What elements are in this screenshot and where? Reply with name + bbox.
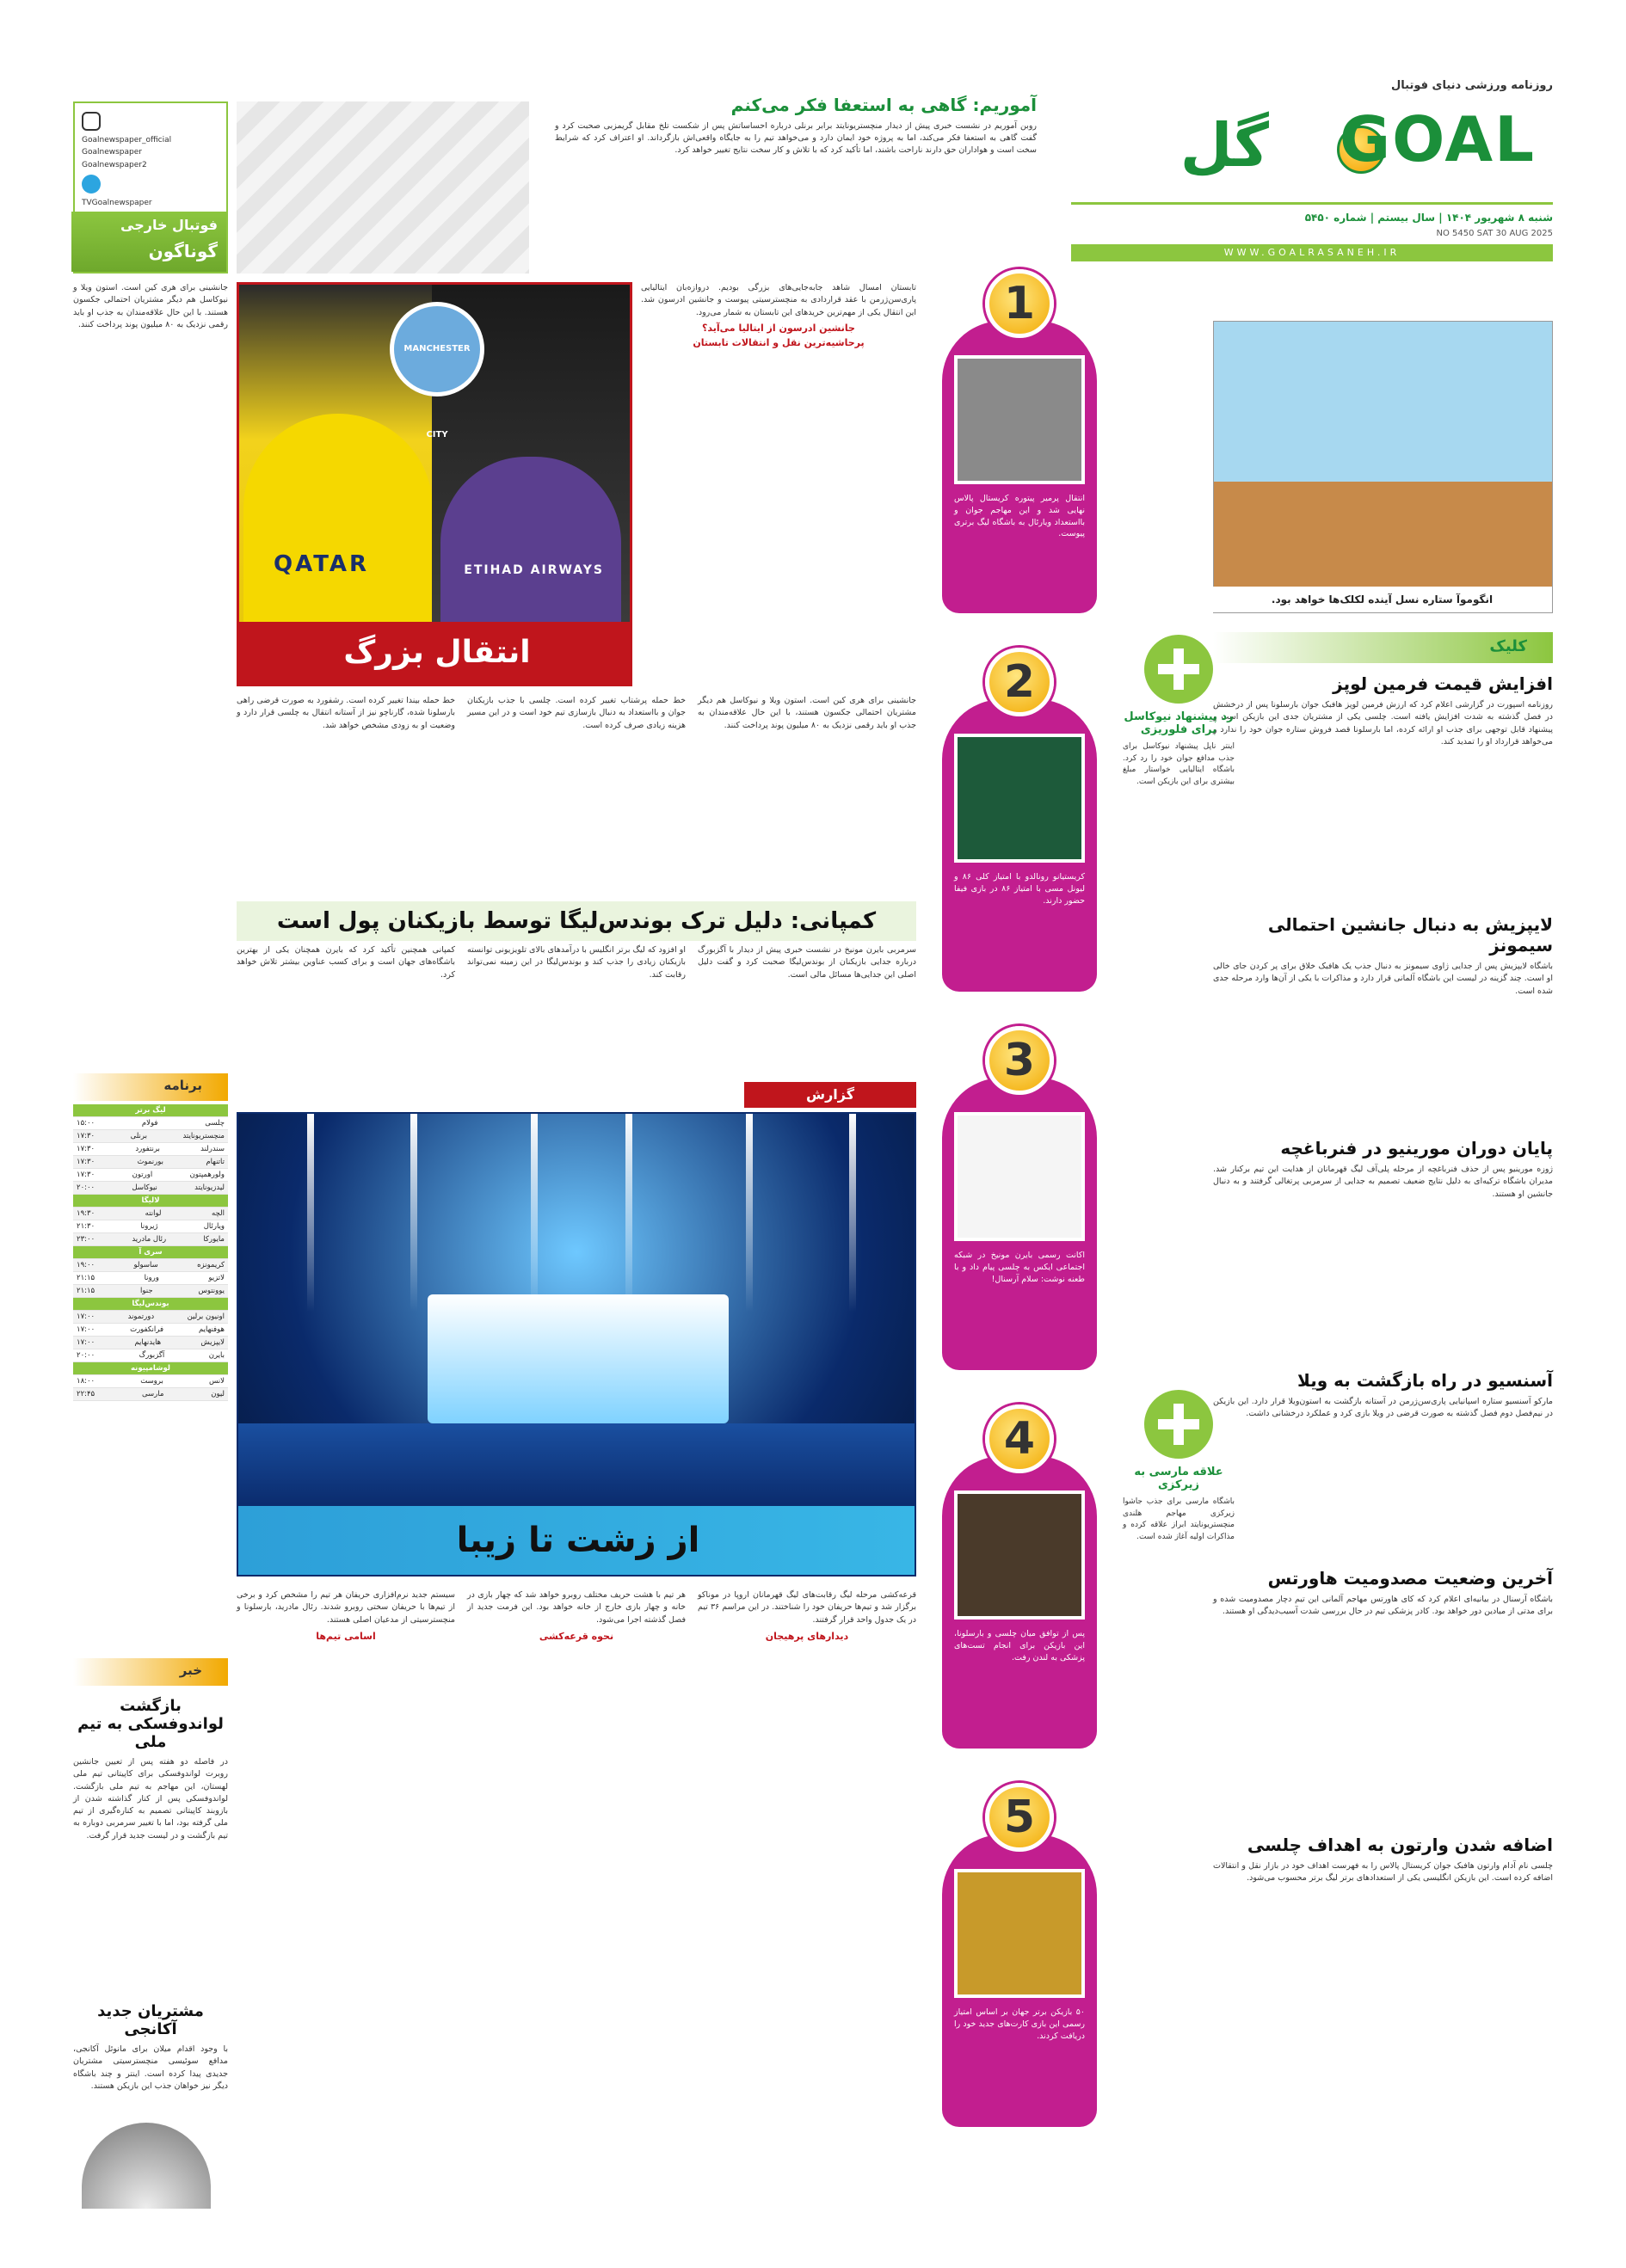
sponsor-text: QATAR <box>274 551 370 577</box>
program-match <box>73 1182 228 1195</box>
photo-title: از زشت تا زیبا <box>238 1506 916 1575</box>
match-away: جنوا <box>140 1287 153 1295</box>
subheading: اسامی تیم‌ها <box>316 1630 376 1642</box>
match-home: منچستریونایتد <box>182 1132 225 1140</box>
column-text: هر تیم با هشت حریف مختلف روبرو خواهد شد که چهار بازی در خانه و چهار بازی خارج از خانه خواهد بود. این فرمت جدید از فصل گذشته اجرا می‌شود. <box>467 1590 686 1625</box>
timeline-item <box>925 648 1114 1026</box>
program-league <box>73 1246 228 1259</box>
click-section-header <box>1213 632 1553 663</box>
timeline-text: اکانت رسمی بایرن مونیخ در شبکه اجتماعی ایکس به چلسی پیام داد و با طعنه نوشت: سلام آرسنال! <box>954 1251 1085 1284</box>
match-home: لیون <box>211 1390 225 1398</box>
mini-title: علاقه مارسی به زیرکزی <box>1134 1466 1223 1491</box>
masthead <box>1071 79 1553 308</box>
match-time: ۱۷:۰۰ <box>77 1338 95 1347</box>
timeline-item <box>925 269 1114 648</box>
timeline-panel <box>942 699 1097 992</box>
article-columns <box>237 695 916 732</box>
article <box>1213 1370 1553 1421</box>
article <box>73 2002 228 2093</box>
match-home: هوفنهایم <box>198 1325 225 1334</box>
article <box>73 1697 228 1842</box>
article-amorim-body: روبن آموریم در نشست خبری پیش از دیدار منچستریونایتد برابر برنلی درباره احساساتش پس از شکست تلخ مقابل گریمزبی صحبت کرد و گفت گاهی به استعفا فکر می‌کند، اما به پروژه خود ایمان دارد و می‌خواهد تیم را به جایگاه واقعی‌اش بازگرداند. او اعتراف کرد که شرایط سخت است و هواداران حق دارند ناراحت باشند، اما تأکید کرد که با تلاش و کار سخت نتایج تغییر خواهد کرد. <box>555 121 1037 155</box>
timeline-item <box>925 1026 1114 1404</box>
plus-icon <box>1144 1390 1213 1459</box>
light-beam <box>531 1114 538 1312</box>
header-strip <box>237 95 1037 282</box>
telegram-icon <box>82 175 101 194</box>
article-title: بازگشت لواندوفسکی به تیم ملی <box>77 1697 224 1751</box>
match-time: ۱۹:۰۰ <box>77 1261 95 1269</box>
report-tag: گزارش <box>744 1082 916 1108</box>
article-body: تابستان امسال شاهد جابه‌جایی‌های بزرگی بودیم. دروازه‌بان ایتالیایی پاری‌سن‌ژرمن با عقد قراردادی به منچسترسیتی پیوست و جانشین ادرسون شد. این انتقال یکی از مهم‌ترین خریدهای این تابستان به شمار می‌رود. <box>641 283 916 317</box>
timeline-text: ۵۰ بازیکن برتر جهان بر اساس امتیاز رسمی این بازی کارت‌های جدید خود را دریافت کردند. <box>954 2007 1085 2041</box>
article-title: مشتریان جدید آکانجی <box>97 2002 204 2038</box>
number-badge: 5 <box>985 1783 1054 1852</box>
column-text: خط حمله بیندا تغییر کرده است. رشفورد به صورت قرضی راهی بارسلونا شده، گارناچو نیز از آستانه انتقال به چلسی قرار دارد و وضعیت او به زودی مشخص خواهد شد. <box>237 696 455 730</box>
match-time: ۱۷:۳۰ <box>77 1158 95 1166</box>
program-match <box>73 1324 228 1337</box>
match-away: لوانته <box>145 1209 162 1218</box>
timeline-text: پس از توافق میان چلسی و بارسلونا، این بازیکن برای انجام تست‌های پزشکی به لندن رفت. <box>954 1629 1085 1663</box>
match-time: ۱۷:۳۰ <box>77 1145 95 1153</box>
timeline-item <box>925 1783 1114 2161</box>
plus-icon <box>1144 635 1213 704</box>
program-label: برنامه <box>163 1078 202 1093</box>
article-body: باشگاه لایپزیش پس از جدایی ژاوی سیمونز به دنبال جذب یک هافبک خلاق برای پر کردن جای خالی او است. چند گزینه در لیست این باشگاه آلمانی قرار دارد و مذاکرات با یکی از آن‌ها وارد مرحله جدی شده است. <box>1213 962 1553 996</box>
match-away: دورتموند <box>127 1312 155 1321</box>
match-time: ۱۸:۰۰ <box>77 1377 95 1386</box>
league-name: سری آ <box>139 1248 163 1257</box>
subheading: جانشین ادرسون از ایتالیا می‌آید؟ <box>702 322 855 334</box>
match-away: رئال مادرید <box>132 1235 167 1244</box>
match-away: برنتفورد <box>135 1145 160 1153</box>
section-label-line1: فوتبال خارجی <box>120 217 218 233</box>
stage-screen <box>428 1294 729 1423</box>
sponsor-text: ETIHAD AIRWAYS <box>464 563 604 577</box>
left-column <box>73 282 228 2209</box>
program-match <box>73 1130 228 1143</box>
match-away: اورتون <box>132 1171 153 1179</box>
handle[interactable]: Goalnewspaper2 <box>82 160 147 169</box>
match-time: ۱۷:۳۰ <box>77 1171 95 1179</box>
match-home: ویارئال <box>203 1222 225 1231</box>
match-away: نیوکاسل <box>132 1183 157 1192</box>
match-home: کریمونزه <box>197 1261 225 1269</box>
match-time: ۲۳:۰۰ <box>77 1235 95 1244</box>
program-match <box>73 1349 228 1362</box>
headline-amorim: آموریم: گاهی به استعفا فکر می‌کنم <box>730 95 1037 115</box>
section-label <box>71 212 226 272</box>
ucl-draw-photo <box>237 1112 916 1577</box>
section-label-line2: گوناگون <box>148 241 218 261</box>
match-time: ۲۱:۱۵ <box>77 1287 95 1295</box>
program-match <box>73 1169 228 1182</box>
column-text: سیستم جدید نرم‌افزاری حریفان هر تیم را مشخص کرد و برخی از تیم‌ها با حریفان سختی روبرو شدند. رئال مادرید، بارسلونا و منچسترسیتی از مدعیان اصلی هستند. <box>237 1590 455 1625</box>
fifa-card-photo <box>954 734 1085 863</box>
column-text: کمپانی همچنین تأکید کرد که بایرن همچنان یکی از بهترین باشگاه‌های جهان است و برای کسب عناوین بیشتر تلاش خواهد کرد. <box>237 945 455 980</box>
match-home: تاتنهام <box>206 1158 225 1166</box>
cartoon-image <box>1213 321 1553 613</box>
article-body: باشگاه آرسنال در بیانیه‌ای اعلام کرد که کای هاورتس مهاجم آلمانی این تیم دچار مصدومیت شده و برای مدتی از میادین دور خواهد بود. کادر پزشکی تیم در حال بررسی شدت آسیب‌دیدگی او هستند. <box>1213 1595 1553 1617</box>
subheading: دیدارهای پرهیجان <box>765 1630 849 1642</box>
column-text: جانشینی برای هری کین است. استون ویلا و نیوکاسل هم دیگر مشتریان احتمالی جکسون هستند، با این حال علاقه‌مندان به جذب او باید رقمی نزدیک به ۸۰ میلیون پوند پرداخت کنند. <box>698 696 916 730</box>
newspaper-page <box>73 79 1553 2204</box>
article-body: چلسی نام آدام وارتون هافبک جوان کریستال پالاس را به فهرست اهداف خود در بازار نقل و انتقالات اضافه کرده است. این بازیکن انگلیسی یکی از استعدادهای برتر لیگ برتر محسوب می‌شود. <box>1213 1861 1553 1884</box>
column <box>237 1589 455 1647</box>
player-photo <box>954 1490 1085 1620</box>
number-badge: 4 <box>985 1404 1054 1473</box>
league-name: لیگ برتر <box>135 1106 166 1115</box>
football-image <box>82 2123 211 2209</box>
article <box>1213 914 1553 998</box>
article-body: در فاصله دو هفته پس از تعیین جانشین روبرت لواندوفسکی برای کاپیتانی تیم ملی لهستان، این مهاجم به تیم ملی بازگشت. لواندوفسکی پس از کنار گذاشته شدن از بازوبند کاپیتانی تصمیم به کناره‌گیری از تیم ملی گرفته بود، اما با تغییر سرمربی دوباره به تیم بازگشت و در لیست جدید قرار گرفت. <box>73 1757 228 1841</box>
column <box>698 1589 916 1647</box>
headline-kompany: کمپانی: دلیل ترک بوندس‌لیگا توسط بازیکنان پول است <box>237 901 916 941</box>
program-league <box>73 1298 228 1311</box>
match-away: ساسولو <box>133 1261 158 1269</box>
timeline-panel <box>942 1835 1097 2127</box>
light-beam <box>746 1114 753 1312</box>
mini-column <box>1123 635 1235 2183</box>
program-match <box>73 1259 228 1272</box>
yellow-shirt <box>243 414 433 629</box>
timeline-panel <box>942 1456 1097 1749</box>
right-column <box>1213 321 1553 2204</box>
article <box>1213 673 1553 748</box>
program-league <box>73 1195 228 1208</box>
match-home: سندرلند <box>200 1145 225 1153</box>
program-match <box>73 1117 228 1130</box>
timeline-text: کریستیانو رونالدو با امتیاز کلی ۸۶ و لیونل مسی با امتیاز ۸۶ در بازی فیفا حضور دارند. <box>954 872 1085 906</box>
program-header <box>73 1073 228 1101</box>
section-band <box>73 101 228 274</box>
match-home: اونیون برلین <box>187 1312 225 1321</box>
match-away: فولام <box>141 1119 158 1128</box>
match-time: ۲۲:۴۵ <box>77 1390 95 1398</box>
tagline: روزنامه ورزشی دنیای فوتبال <box>1391 79 1553 92</box>
light-beam <box>307 1114 314 1312</box>
match-away: برنلی <box>130 1132 147 1140</box>
website-url[interactable]: WWW.GOALRASANEH.IR <box>1071 244 1553 261</box>
social-handles <box>82 112 176 210</box>
match-time: ۱۷:۰۰ <box>77 1325 95 1334</box>
right-article <box>641 282 916 352</box>
league-name: بوندس‌لیگا <box>132 1300 169 1308</box>
issue-line: شنبه ۸ شهریور ۱۴۰۴ | سال بیستم | شماره ۵۴۵۰ <box>1304 212 1553 224</box>
program-league <box>73 1362 228 1375</box>
match-away: فرانکفورت <box>130 1325 164 1334</box>
light-beam <box>849 1114 856 1312</box>
program-match <box>73 1143 228 1156</box>
league-name: لوشامپیونه <box>131 1364 170 1373</box>
article-body: ماركو آسنسيو ستاره اسپانیایی پاری‌سن‌ژرمن در آستانه بازگشت به استون‌ویلا قرار دارد. این بازیکن در نیم‌فصل دوم فصل گذشته به صورت قرضی در ویلا بازی کرد و عملکرد درخشانی داشت. <box>1213 1397 1553 1419</box>
mini-body: اینتر ناپل پیشنهاد نیوکاسل برای جذب مدافع جوان خود را رد کرد. باشگاه ایتالیایی خواستار مبلغ بیشتری برای این بازیکن است. <box>1123 742 1235 786</box>
column <box>467 1589 686 1647</box>
match-time: ۲۱:۳۰ <box>77 1222 95 1231</box>
program-match <box>73 1337 228 1349</box>
article <box>1213 1835 1553 1885</box>
main-content <box>237 282 916 2209</box>
program-match <box>73 1311 228 1324</box>
club-crest: MANCHESTER CITY <box>390 302 484 396</box>
article <box>1213 1138 1553 1201</box>
program-match <box>73 1375 228 1388</box>
kompany-columns <box>237 944 916 981</box>
match-home: لاتزیو <box>208 1274 225 1282</box>
match-away: آگزبورگ <box>139 1351 165 1360</box>
cartoon-caption: انگوموآ ستاره نسل آینده لکلک‌ها خواهد بود. <box>1212 587 1552 612</box>
light-beam <box>410 1114 417 1312</box>
logo-fa: گل <box>1179 110 1269 181</box>
article-body: ژوزه مورینیو پس از حذف فنرباغچه از مرحله پلی‌آف لیگ قهرمانان از هدایت این تیم برکنار شد. مدیران باشگاه ترکیه‌ای به دلیل نتایج ضعیف تصمیم به جدایی از سرمربی پرتغالی گرفتند و به دنبال جانشین او هستند. <box>1213 1165 1553 1199</box>
purple-shirt <box>440 457 621 629</box>
logo-box <box>1071 101 1553 205</box>
article-title: لایپزیش به دنبال جانشین احتمالی سیمونز <box>1267 914 1553 956</box>
mini-title: رد پیشنهاد نیوکاسل برای فلوریزی <box>1124 710 1234 736</box>
program-match <box>73 1156 228 1169</box>
column-text: او افزود که لیگ برتر انگلیس با درآمدهای بالای تلویزیونی توانسته بازیکنان زیادی را جذب کند و بوندس‌لیگا در این زمینه نمی‌تواند رقابت کند. <box>467 945 686 980</box>
program-match <box>73 1272 228 1285</box>
match-home: بایرن <box>208 1351 225 1360</box>
match-time: ۱۷:۰۰ <box>77 1312 95 1321</box>
match-away: بورنموث <box>137 1158 164 1166</box>
mini-body: باشگاه مارسی برای جذب جاشوا زیرکزی مهاجم هلندی منچستریونایتد ابراز علاقه کرده و مذاکرات اولیه آغاز شده است. <box>1123 1497 1235 1541</box>
program-match <box>73 1285 228 1298</box>
stage-floor <box>238 1423 916 1509</box>
light-beam <box>625 1114 632 1312</box>
match-time: ۱۷:۳۰ <box>77 1132 95 1140</box>
match-home: الچه <box>212 1209 225 1218</box>
column-text: خط حمله پرشتاب تغییر کرده است. چلسی با جذب بازیکنان جوان و بااستعداد به دنبال بازسازی تیم خود است و در این مسیر هزینه زیادی صرف کرده است. <box>467 696 686 730</box>
logo-en: GOAL <box>1340 103 1536 175</box>
article-title: اضافه شدن وارتون به اهداف چلسی <box>1247 1835 1553 1855</box>
match-time: ۱۵:۰۰ <box>77 1119 95 1128</box>
subheading: پرحاشیه‌ترین نقل و انتقالات تابستان <box>693 336 865 348</box>
match-time: ۱۹:۳۰ <box>77 1209 95 1218</box>
tweet-screenshot <box>954 1112 1085 1241</box>
news-label: خبر <box>179 1663 202 1678</box>
program-match <box>73 1220 228 1233</box>
feature-photo <box>237 282 632 686</box>
match-away: ورونا <box>144 1274 159 1282</box>
match-home: لانس <box>208 1377 225 1386</box>
program-match <box>73 1388 228 1401</box>
match-home: لایپزیش <box>200 1338 225 1347</box>
handle[interactable]: TVGoalnewspaper <box>82 199 152 208</box>
timeline-text: انتقال پرمیر پیتوره کریستال پالاس نهایی شد و این مهاجم جوان و بااستعداد ویارئال به باشگاه لیگ برتری پیوست. <box>954 494 1085 539</box>
article-title: آسنسیو در راه بازگشت به ویلا <box>1297 1370 1553 1391</box>
timeline-item <box>925 1404 1114 1783</box>
match-home: لیدزیونایتد <box>194 1183 225 1192</box>
match-away: هایدنهایم <box>134 1338 162 1347</box>
match-home: مایورکا <box>203 1235 225 1244</box>
bottom-columns <box>237 1589 916 1647</box>
match-away: ژیرونا <box>140 1222 158 1231</box>
click-label: کلیک <box>1489 637 1527 655</box>
program-league <box>73 1104 228 1117</box>
article-body: با وجود اقدام میلان برای مانوئل آکانجی، مدافع سوئیسی منچسترسیتی مشتریان جدیدی پیدا کرده است. اینتر و چند باشگاه دیگر نیز خواهان جذب این بازیکن هستند. <box>73 2044 228 2091</box>
match-time: ۲۰:۰۰ <box>77 1183 95 1192</box>
league-name: لالیگا <box>141 1196 160 1205</box>
handle[interactable]: Goalnewspaper <box>82 148 142 157</box>
column-text: سرمربی بایرن مونیخ در نشست خبری پیش از دیدار با آگزبورگ درباره جدایی بازیکنان از بوندس‌لیگا صحبت کرد و گفت دلیل اصلی این جدایی‌ها مسائل مالی است. <box>698 945 916 980</box>
article-body: روزنامه اسپورت در گزارشی اعلام کرد که ارزش فرمین لوپز هافبک جوان بارسلونا پس از درخشش در فصل گذشته به شدت افزایش یافته است. چلسی یکی از مشتریان جدی این بازیکن است و پیشنهاد قابل توجهی برای جذب او ارائه کرده، اما بارسلونا قصد فروش ستاره جوان خود را ندارد و می‌خواهد قرارداد او را تمدید کند. <box>1213 700 1553 747</box>
timeline-panel <box>942 1078 1097 1370</box>
decorative-chevrons <box>237 101 529 274</box>
article <box>1213 1568 1553 1619</box>
match-time: ۲۱:۱۵ <box>77 1274 95 1282</box>
number-badge: 1 <box>985 269 1054 338</box>
left-top-article: جانشینی برای هری کین است. استون ویلا و نیوکاسل هم دیگر مشتریان احتمالی جکسون هستند. با این حال علاقه‌مندان به جذب او باید رقمی نزدیک به ۸۰ میلیون پوند پرداخت کنند. <box>73 283 228 329</box>
article-title: افزایش قیمت فرمین لوپز <box>1333 673 1553 694</box>
program-match <box>73 1208 228 1220</box>
program-match <box>73 1233 228 1246</box>
article-title: پایان دوران مورینیو در فنرباغچه <box>1280 1138 1553 1159</box>
player-photo <box>954 355 1085 484</box>
match-home: چلسی <box>205 1119 225 1128</box>
issue-line-en: NO 5450 SAT 30 AUG 2025 <box>1436 229 1553 238</box>
news-header <box>73 1658 228 1686</box>
column-text: قرعه‌کشی مرحله لیگ رقابت‌های لیگ قهرمانان اروپا در موناکو برگزار شد و تیم‌ها حریفان خود را شناختند. در این مراسم ۳۶ تیم در یک جدول واحد قرار گرفتند. <box>698 1590 916 1625</box>
timeline <box>925 269 1114 2222</box>
handle[interactable]: Goalnewspaper_official <box>82 136 172 144</box>
instagram-icon <box>82 112 101 131</box>
match-time: ۲۰:۰۰ <box>77 1351 95 1360</box>
match-away: بروست <box>140 1377 163 1386</box>
match-home: ولورهمپتون <box>189 1171 225 1179</box>
timeline-panel <box>942 321 1097 613</box>
program-table <box>73 1104 228 1401</box>
match-away: مارسی <box>141 1390 164 1398</box>
match-home: یوونتوس <box>198 1287 225 1295</box>
number-badge: 3 <box>985 1026 1054 1095</box>
cards-grid-photo <box>954 1869 1085 1998</box>
number-badge: 2 <box>985 648 1054 716</box>
photo-banner: انتقال بزرگ <box>239 622 632 684</box>
subheading: نحوه قرعه‌کشی <box>539 1630 614 1642</box>
article-title: آخرین وضعیت مصدومیت هاورتس <box>1267 1568 1553 1589</box>
